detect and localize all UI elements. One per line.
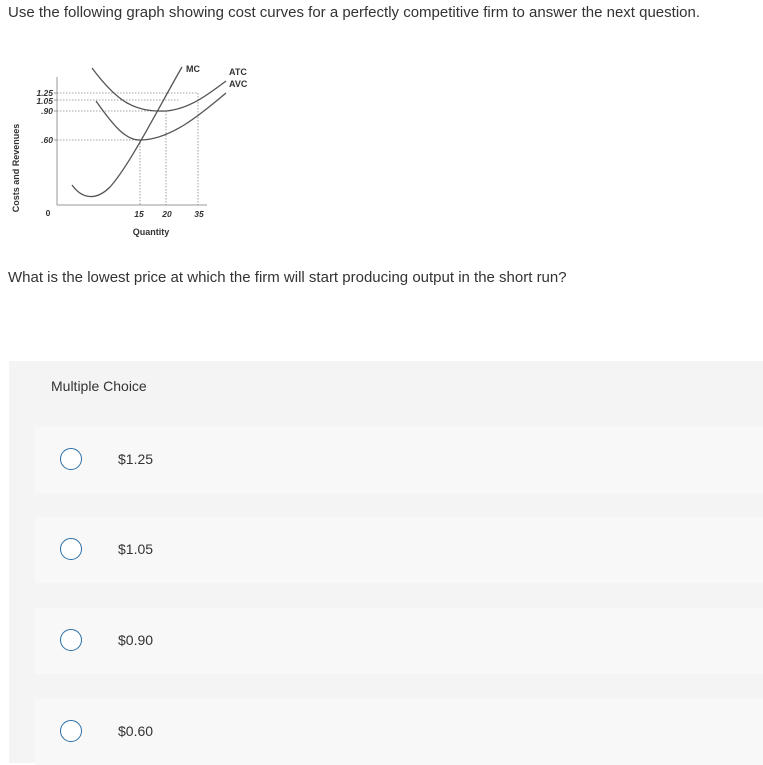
answer-option-3[interactable]: [35, 608, 763, 674]
answer-option-label: $1.05: [118, 541, 154, 557]
y-tick-label: .90: [41, 106, 53, 116]
y-tick-label: 1.25: [36, 88, 53, 98]
cost-curves-svg: [0, 55, 270, 245]
multiple-choice-header: Multiple Choice: [51, 378, 147, 394]
answer-option-1[interactable]: [35, 427, 763, 493]
atc-curve: [92, 68, 226, 111]
avc-label: AVC: [229, 79, 248, 89]
x-tick-label: 20: [162, 209, 172, 219]
answer-option-label: $0.90: [118, 632, 154, 648]
y-tick-label: .60: [41, 135, 53, 145]
answer-option-label: $0.60: [118, 723, 154, 739]
multiple-choice-panel: [9, 361, 763, 763]
answer-option-label: $1.25: [118, 451, 154, 467]
question-text: What is the lowest price at which the firm will start producing output in the short run?: [8, 269, 567, 286]
answer-option-2[interactable]: [35, 517, 763, 583]
y-tick-label: 0: [45, 208, 51, 218]
x-tick-label: 35: [194, 209, 204, 219]
x-tick-label: 15: [134, 209, 144, 219]
cost-curves-graph: [0, 55, 270, 245]
radio-button[interactable]: [60, 720, 82, 742]
intro-text: Use the following graph showing cost curves for a perfectly competitive firm to answer the next question.: [8, 4, 700, 21]
x-axis-title: Quantity: [132, 227, 170, 237]
y-axis-title: Costs and Revenues: [11, 123, 21, 213]
radio-button[interactable]: [60, 629, 82, 651]
radio-button[interactable]: [60, 448, 82, 470]
mc-curve: [72, 67, 182, 197]
mc-label: MC: [186, 64, 200, 74]
y-tick-label: 1.05: [36, 96, 53, 106]
atc-label: ATC: [229, 67, 247, 77]
answer-option-4[interactable]: [35, 699, 763, 765]
radio-button[interactable]: [60, 538, 82, 560]
